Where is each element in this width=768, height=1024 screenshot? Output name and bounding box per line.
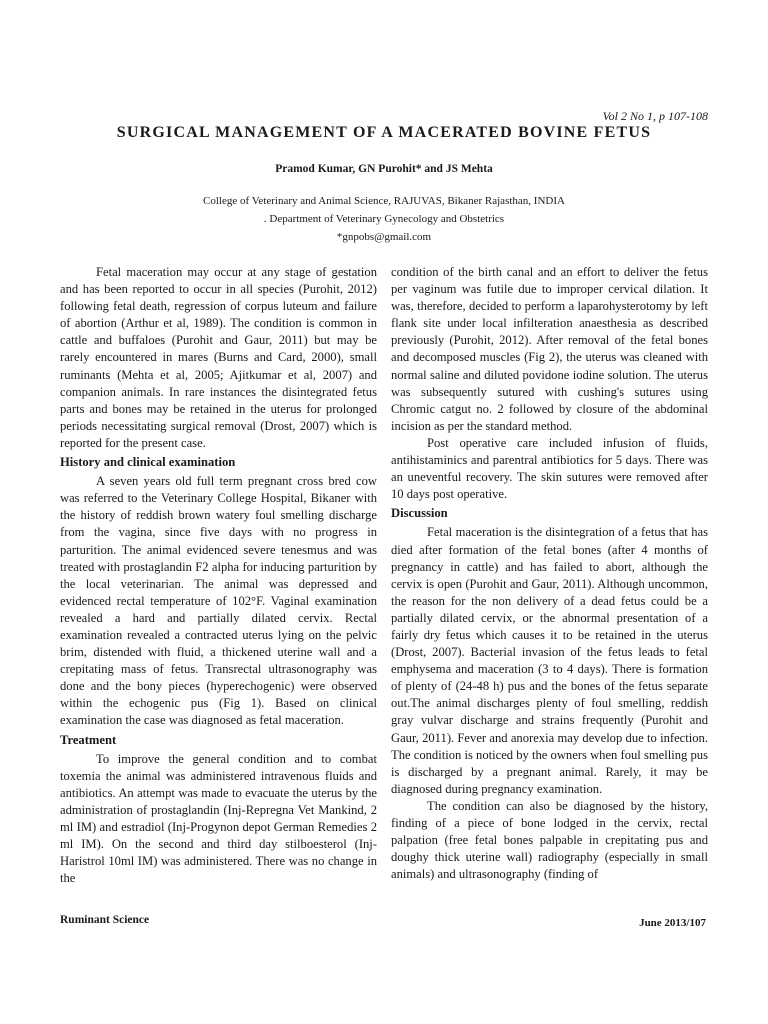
treatment-heading: Treatment (60, 732, 117, 747)
discussion-paragraph: Fetal maceration is the disintegration of a fetus that has died after formation of the fetal bones (after 4 months of pregnancy in cattle) and has failed to abort, although the cervix is open (Purohit and Gaur, 2011). Although uncommon, the reason for the non delivery of a dead fetus could be a partially dilated cervix, or the abnormal presentation of a fairly dry fetus which causes it to be retained in the uterus (Drost, 2007). Bacterial invasion of the fetus leads to fetal emphysema and maceration (3 to 4 days). There is formation of plenty of (24-48 h) pus and the bones of the fetus separate out.The animal discharges plenty of foul smelling, reddish gray vulvar discharge and strains frequently (Purohit and Gaur, 2011). Fever and anorexia may develop due to infection. The condition is noticed by the owners when foul smelling pus is discharged by a pregnant animal. Rarely, it may be diagnosed during pregnancy examination. (391, 525, 708, 796)
diagnosis-paragraph: The condition can also be diagnosed by the history, finding of a piece of bone lodged in the cervix, rectal palpation (free fetal bones palpable in crepitating pus and doughy thick uterine wall) radiography (especially in small animals) and ultrasonography (finding of (391, 798, 708, 882)
right-column (391, 264, 708, 883)
volume-info: Vol 2 No 1, p 107-108 (602, 109, 708, 123)
treatment-continued-paragraph: condition of the birth canal and an effort to deliver the fetus per vaginum was futile due to improper cervical dilation. It was, therefore, decided to perform a laparohysterotomy by left flank site under local infilteration anaesthesia as described previously (Purohit, 2012). After removal of the fetal bones and decomposed muscles (Fig 2), the uterus was cleaned with normal saline and diluted povidone iodine solution. The uterus was subsequently sutured with cushing's sutures using Chromic catgut no. 2 followed by closure of the abdominal incision as per the standard method. (391, 265, 708, 433)
treatment-paragraph: To improve the general condition and to combat toxemia the animal was administered intravenous fluids and antibiotics. An attempt was made to evacuate the uterus by the administration of prostaglandin (Inj-Repregna Vet Mankind, 2 ml IM) and estradiol (Inj-Progynon depot German Remedies 2 ml IM). On the second and third day stilboesterol (Inj- Haristrol 10ml IM) was administered. There was no change in the (60, 751, 377, 886)
postoperative-paragraph: Post operative care included infusion of fluids, antihistaminics and parentral antibiotics for 5 days. There was an uneventful recovery. The skin sutures were removed after 10 days post operative. (391, 435, 708, 502)
page-number: June 2013/107 (639, 917, 706, 929)
article-title: SURGICAL MANAGEMENT OF A MACERATED BOVINE FETUS (116, 124, 652, 141)
left-column (60, 264, 377, 887)
history-paragraph: A seven years old full term pregnant cross bred cow was referred to the Veterinary College Hospital, Bikaner with the history of reddish brown watery foul smelling discharge from the vagina, since five days with no progress in parturition. The animal evidenced severe tenesmus and was treated with prostaglandin F2 alpha for inducing parturition by the local veterinarian. The animal was depressed and evidenced rectal temperature of 102°F. Vaginal examination revealed a hard and partially dilated cervix. Rectal examination revealed a contracted uterus lying on the pelvic brim, distended with fluid, a thickened uterine wall and a crepitating mass of fetus. Transrectal ultrasonography was done and the bony pieces (hyperechogenic) were observed within the echogenic pus (Fig 1). Based on clinical examination the case was diagnosed as fetal maceration. (60, 474, 377, 728)
affiliation-department: . Department of Veterinary Gynecology and Obstetrics (263, 213, 505, 225)
author-list: Pramod Kumar, GN Purohit* and JS Mehta (275, 163, 493, 175)
corresponding-email: *gnpobs@gmail.com (336, 231, 432, 243)
discussion-heading: Discussion (391, 506, 448, 521)
intro-paragraph: Fetal maceration may occur at any stage of gestation and has been reported to occur in all species (Purohit, 2012) following fetal death, regression of corpus luteum and failure of abortion (Arthur et al, 1989). The condition is common in cattle and buffaloes (Purohit and Gaur, 2011) but may be rarely encountered in mares (Burns and Card, 2000), small ruminants (Mehta et al, 2005; Ajitkumar et al, 2007) and companion animals. In rare instances the disintegrated fetus parts and bones may be retained in the uterus for prolonged periods necessitating surgical removal (Drost, 2007) which is reported for the present case. (60, 265, 377, 450)
journal-name: Ruminant Science (60, 914, 150, 926)
affiliation-college: College of Veterinary and Animal Science, RAJUVAS, Bikaner Rajasthan, INDIA (203, 195, 565, 207)
history-heading: History and clinical examination (60, 455, 236, 470)
